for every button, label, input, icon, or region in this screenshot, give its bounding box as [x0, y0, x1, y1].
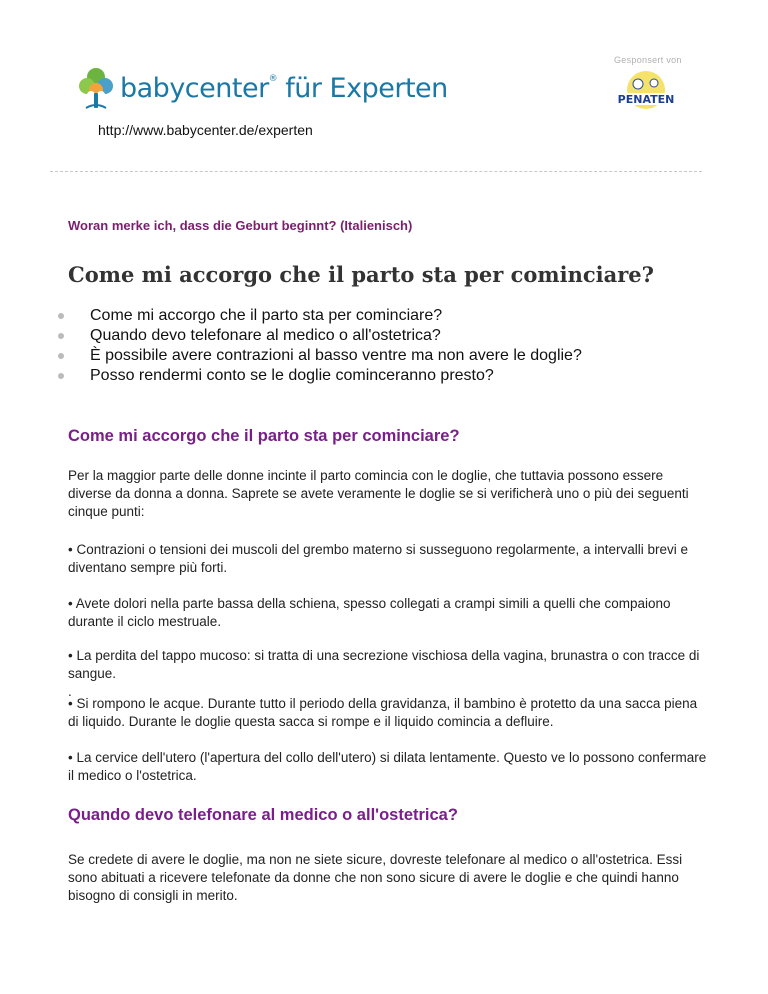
sponsor-name: PENATEN [617, 93, 675, 106]
toc-item[interactable] [58, 306, 582, 326]
sponsor-logo[interactable] [616, 70, 676, 119]
logo-registered-mark: ® [268, 73, 278, 84]
penaten-logo-icon [616, 70, 676, 114]
page-title: Come mi accorgo che il parto sta per cominciare? [68, 262, 654, 287]
logo-suffix: für Experten [277, 72, 448, 104]
table-of-contents [58, 306, 582, 386]
article-subtitle: Woran merke ich, dass die Geburt beginnt? (Italienisch) [68, 218, 413, 233]
section1-point-4: • Si rompono le acque. Durante tutto il periodo della gravidanza, il bambino è protetto da una sacca piena di liquido. Durante le doglie questa sacca si rompe e il liquido comincia a defluire. [68, 696, 698, 729]
toc-item-label: Posso rendermi conto se le doglie cominceranno presto? [90, 367, 494, 384]
section-heading-how-to-know: Come mi accorgo che il parto sta per cominciare? [68, 427, 460, 445]
toc-item[interactable] [58, 326, 582, 346]
bullet-icon [58, 333, 64, 339]
section1-intro: Per la maggior parte delle donne incinte il parto comincia con le doglie, che tuttavia possono essere diverse da donna a donna. Saprete se avete veramente le doglie se si verificherà uno o più dei seguenti cinque punti: [68, 468, 689, 519]
section1-separator-dot: . [68, 684, 72, 699]
toc-item-label: Quando devo telefonare al medico o all'ostetrica? [90, 327, 441, 344]
sponsor-label: Gesponsert von [614, 55, 682, 65]
logo-brand: babycenter [120, 72, 269, 104]
toc-item[interactable] [58, 346, 582, 366]
logo-text [120, 72, 448, 104]
section1-point-5: • La cervice dell'utero (l'apertura del collo dell'utero) si dilata lentamente. Questo ve lo possono confermare il medico o l'ostetrica. [68, 750, 707, 783]
section1-point-3: • La perdita del tappo mucoso: si tratta di una secrezione vischiosa della vagina, brunastra o con tracce di sangue. [68, 648, 700, 681]
babycenter-tree-logo-icon [78, 66, 114, 110]
header-divider [50, 171, 702, 172]
site-url[interactable]: http://www.babycenter.de/experten [98, 122, 313, 138]
bullet-icon [58, 353, 64, 359]
toc-item-label: Come mi accorgo che il parto sta per cominciare? [90, 307, 443, 324]
section-heading-when-to-call: Quando devo telefonare al medico o all'ostetrica? [68, 806, 458, 824]
toc-item[interactable] [58, 366, 582, 386]
section2-paragraph: Se credete di avere le doglie, ma non ne siete sicure, dovreste telefonare al medico o all'ostetrica. Essi sono abituati a ricevere telefonate da donne che non sono sicure di avere le doglie e che quindi hanno bisogno di consigli in merito. [68, 852, 683, 903]
bullet-icon [58, 313, 64, 319]
section1-point-2: • Avete dolori nella parte bassa della schiena, spesso collegati a crampi simili a quelli che compaiono durante il ciclo mestruale. [68, 596, 671, 629]
section1-point-1: • Contrazioni o tensioni dei muscoli del grembo materno si susseguono regolarmente, a intervalli brevi e diventano sempre più forti. [68, 542, 689, 575]
toc-item-label: È possibile avere contrazioni al basso ventre ma non avere le doglie? [90, 347, 582, 364]
babycenter-logo[interactable] [78, 66, 448, 110]
bullet-icon [58, 373, 64, 379]
